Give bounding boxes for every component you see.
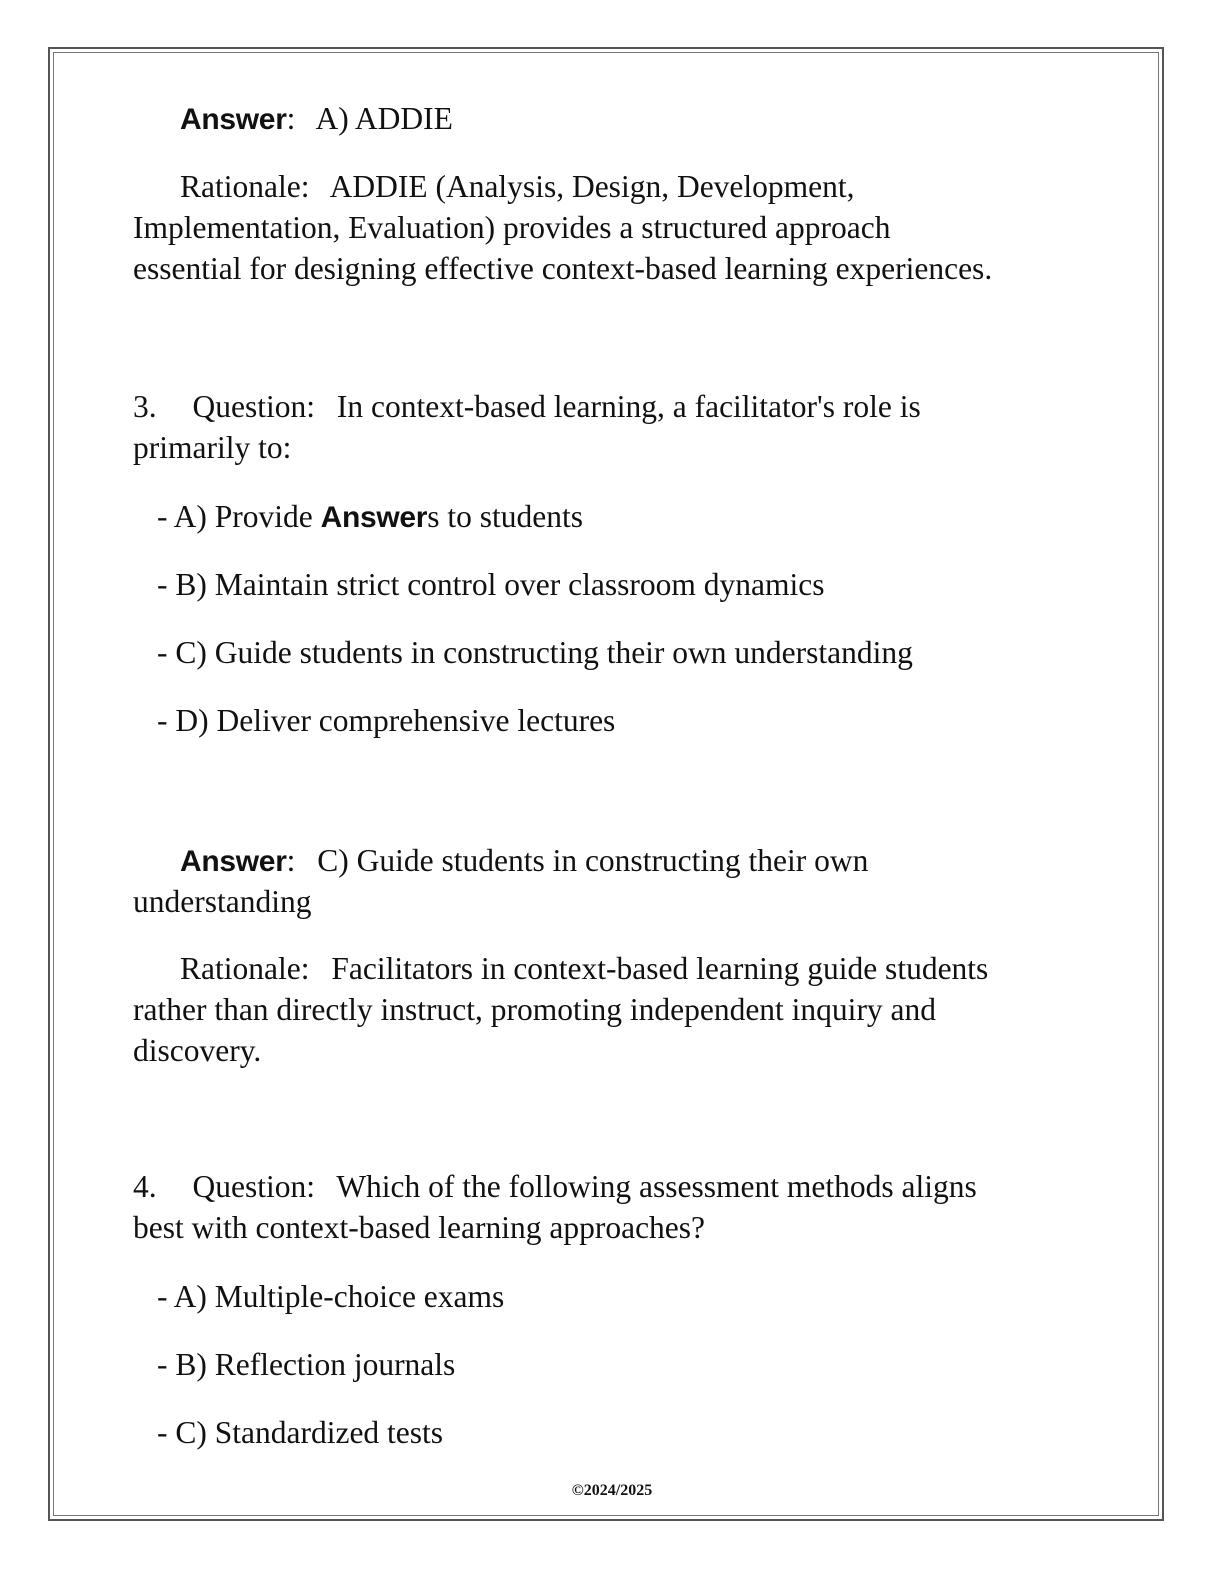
question-text: primarily to: — [133, 430, 292, 465]
option-a — [157, 496, 583, 538]
rationale-text: Implementation, Evaluation) provides a structured approach — [133, 210, 891, 245]
option-c: - C) Guide students in constructing their own understanding — [157, 635, 913, 670]
option-b: - B) Reflection journals — [157, 1347, 456, 1382]
question-text: Which of the following assessment methods aligns — [336, 1169, 977, 1204]
question-3-line — [133, 386, 921, 427]
answer-value: C) Guide students in constructing their own — [317, 843, 869, 878]
option-c: - C) Standardized tests — [157, 1415, 444, 1450]
question-text: best with context-based learning approaches? — [133, 1210, 706, 1245]
answer-value: understanding — [133, 884, 312, 919]
question-text: In context-based learning, a facilitator's role is — [336, 389, 921, 424]
rationale-text: rather than directly instruct, promoting independent inquiry and — [133, 992, 937, 1027]
answer-line-q2: Answer: A) ADDIE — [180, 101, 453, 136]
answer-word: Answer — [320, 501, 428, 534]
question-label: Question: — [192, 1169, 315, 1204]
option-a-suffix: s to students — [427, 499, 583, 534]
rationale-line-q2 — [180, 166, 855, 207]
question-number: 3. — [133, 389, 157, 424]
rationale-label: Rationale: — [180, 169, 310, 204]
rationale-text: Facilitators in context-based learning guide students — [331, 951, 989, 986]
answer-label: Answer — [180, 103, 287, 136]
answer-label: Answer — [180, 845, 287, 878]
rationale-text: discovery. — [133, 1033, 262, 1068]
option-a-prefix: - A) Provide — [157, 499, 321, 534]
question-4-line — [133, 1166, 977, 1207]
option-b: - B) Maintain strict control over classroom dynamics — [157, 567, 825, 602]
question-label: Question: — [192, 389, 315, 424]
option-d: - D) Deliver comprehensive lectures — [157, 703, 616, 738]
rationale-line-q3 — [180, 948, 988, 989]
answer-line-q3: Answer: C) Guide students in constructing their own — [180, 843, 869, 878]
copyright-footer: ©2024/2025 — [571, 1482, 653, 1499]
option-a: - A) Multiple-choice exams — [157, 1279, 505, 1314]
rationale-text: essential for designing effective context-based learning experiences. — [133, 251, 993, 286]
rationale-label: Rationale: — [180, 951, 310, 986]
rationale-text: ADDIE (Analysis, Design, Development, — [329, 169, 855, 204]
question-number: 4. — [133, 1169, 157, 1204]
answer-value: A) ADDIE — [315, 101, 453, 136]
